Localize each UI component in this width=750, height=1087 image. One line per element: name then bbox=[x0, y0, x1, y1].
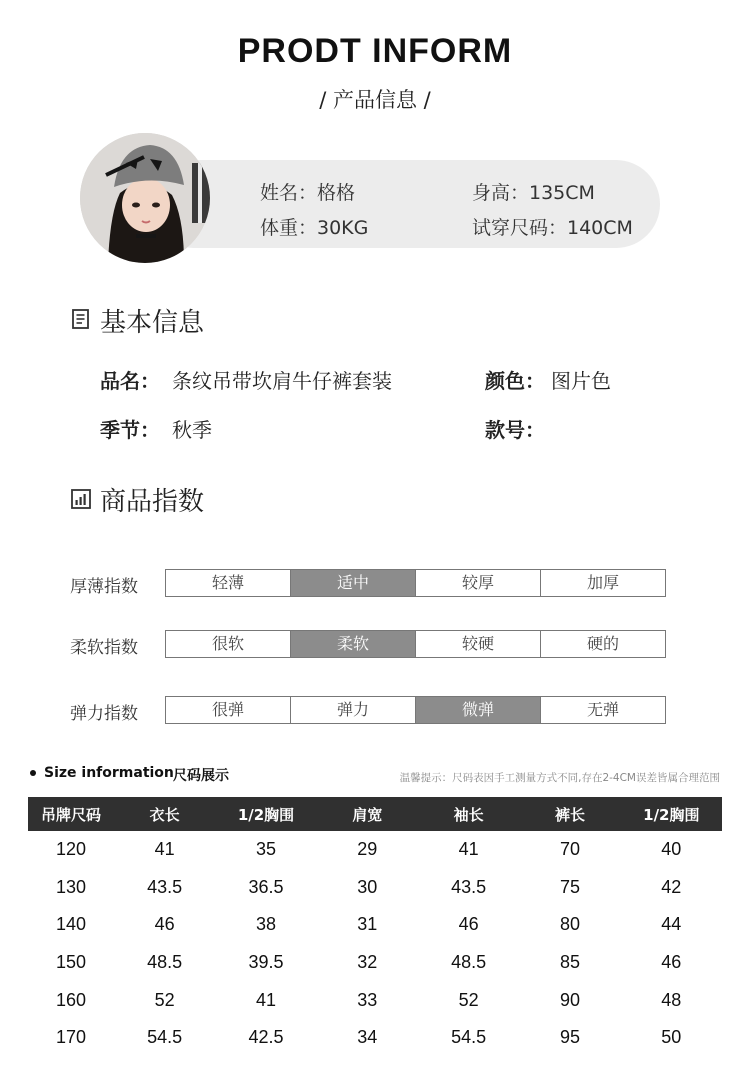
size-cell: 46 bbox=[458, 914, 479, 935]
index-option: 硬的 bbox=[586, 634, 619, 653]
index-option: 无弹 bbox=[586, 700, 619, 719]
size-column-header: 裤长 bbox=[519, 797, 620, 831]
size-cell: 32 bbox=[357, 952, 378, 973]
index-label: 厚薄指数 bbox=[70, 577, 138, 597]
size-cell: 35 bbox=[255, 839, 276, 860]
size-cell: 43.5 bbox=[147, 876, 183, 897]
size-column-header: 1/2胸围 bbox=[215, 797, 316, 831]
size-cell: 95 bbox=[559, 1027, 580, 1048]
index-option: 弹力 bbox=[291, 697, 416, 723]
size-cell: 41 bbox=[458, 839, 479, 860]
index-scale bbox=[165, 630, 666, 658]
size-cell: 75 bbox=[559, 876, 580, 897]
season-value: 秋季 bbox=[172, 418, 212, 442]
index-option: 较硬 bbox=[416, 631, 541, 657]
size-column-header: 肩宽 bbox=[317, 797, 418, 831]
measurement-tip: 温馨提示：尺码表因手工测量方式不同,存在2-4CM误差皆属合理范围 bbox=[399, 772, 720, 784]
page-subtitle: / 产品信息 / bbox=[319, 88, 431, 112]
product-name-value: 条纹吊带坎肩牛仔裤套装 bbox=[172, 369, 392, 393]
size-row bbox=[28, 831, 722, 869]
index-option-selected: 适中 bbox=[291, 570, 416, 596]
size-cell: 42.5 bbox=[248, 1027, 284, 1048]
size-heading-en: Size information bbox=[44, 765, 174, 781]
model-name: 姓名：格格 bbox=[260, 182, 356, 204]
page-title: PRODT INFORM bbox=[237, 32, 513, 70]
size-row bbox=[28, 906, 722, 944]
size-cell: 80 bbox=[559, 914, 580, 935]
index-option: 很弹 bbox=[166, 697, 291, 723]
size-row bbox=[28, 1019, 722, 1057]
index-option-selected: 微弹 bbox=[416, 697, 541, 723]
index-label: 弹力指数 bbox=[70, 704, 138, 724]
size-cell: 39.5 bbox=[248, 952, 284, 973]
size-cell: 46 bbox=[661, 952, 682, 973]
size-cell: 36.5 bbox=[248, 876, 284, 897]
size-row bbox=[28, 944, 722, 982]
size-cell: 30 bbox=[357, 876, 378, 897]
size-row bbox=[28, 981, 722, 1019]
size-cell: 52 bbox=[154, 989, 175, 1010]
size-cell: 140 bbox=[55, 914, 87, 935]
size-cell: 70 bbox=[559, 839, 580, 860]
size-cell: 52 bbox=[458, 989, 479, 1010]
size-table-header bbox=[28, 797, 722, 831]
size-table-body bbox=[28, 831, 722, 1057]
color-value: 图片色 bbox=[551, 369, 611, 393]
index-label: 柔软指数 bbox=[70, 638, 138, 658]
bar-chart-icon bbox=[70, 488, 92, 514]
season-label: 季节： bbox=[100, 418, 160, 442]
document-icon bbox=[70, 308, 92, 334]
index-option: 很软 bbox=[166, 631, 291, 657]
model-height: 身高：135CM bbox=[472, 182, 595, 204]
size-cell: 90 bbox=[559, 989, 580, 1010]
size-column-header: 吊牌尺码 bbox=[28, 797, 114, 831]
size-cell: 150 bbox=[55, 952, 87, 973]
size-cell: 41 bbox=[154, 839, 175, 860]
size-cell: 42 bbox=[661, 876, 682, 897]
size-cell: 170 bbox=[55, 1027, 87, 1048]
product-name-label: 品名： bbox=[100, 369, 160, 393]
size-table bbox=[28, 797, 722, 1057]
size-cell: 43.5 bbox=[451, 876, 487, 897]
basic-info-heading: 基本信息 bbox=[100, 308, 205, 338]
size-cell: 50 bbox=[661, 1027, 682, 1048]
index-scale bbox=[165, 569, 666, 597]
size-cell: 120 bbox=[55, 839, 87, 860]
size-cell: 48.5 bbox=[451, 952, 487, 973]
size-cell: 48.5 bbox=[147, 952, 183, 973]
size-cell: 41 bbox=[255, 989, 276, 1010]
index-option: 轻薄 bbox=[166, 570, 291, 596]
color-label: 颜色： bbox=[485, 369, 545, 393]
size-column-header: 衣长 bbox=[114, 797, 215, 831]
size-cell: 29 bbox=[357, 839, 378, 860]
size-column-header: 1/2胸围 bbox=[621, 797, 722, 831]
bullet-dot bbox=[30, 770, 36, 776]
model-avatar bbox=[80, 133, 210, 263]
size-row bbox=[28, 869, 722, 907]
index-option: 加厚 bbox=[586, 573, 619, 592]
style-number-label: 款号： bbox=[485, 418, 545, 442]
indices-heading: 商品指数 bbox=[100, 487, 205, 517]
size-cell: 130 bbox=[55, 876, 87, 897]
size-cell: 54.5 bbox=[147, 1027, 183, 1048]
size-cell: 160 bbox=[55, 989, 87, 1010]
size-cell: 34 bbox=[357, 1027, 378, 1048]
index-option: 较厚 bbox=[416, 570, 541, 596]
size-cell: 40 bbox=[661, 839, 682, 860]
size-cell: 31 bbox=[357, 914, 378, 935]
size-cell: 44 bbox=[661, 914, 682, 935]
size-cell: 33 bbox=[357, 989, 378, 1010]
size-cell: 48 bbox=[661, 989, 682, 1010]
size-cell: 38 bbox=[255, 914, 276, 935]
model-try-size: 试穿尺码：140CM bbox=[472, 217, 633, 239]
size-cell: 54.5 bbox=[451, 1027, 487, 1048]
index-option-selected: 柔软 bbox=[291, 631, 416, 657]
size-heading-cn: 尺码展示 bbox=[173, 768, 229, 784]
size-column-header: 袖长 bbox=[418, 797, 519, 831]
index-scale bbox=[165, 696, 666, 724]
model-weight: 体重：30KG bbox=[260, 217, 369, 239]
size-cell: 85 bbox=[559, 952, 580, 973]
size-cell: 46 bbox=[154, 914, 175, 935]
